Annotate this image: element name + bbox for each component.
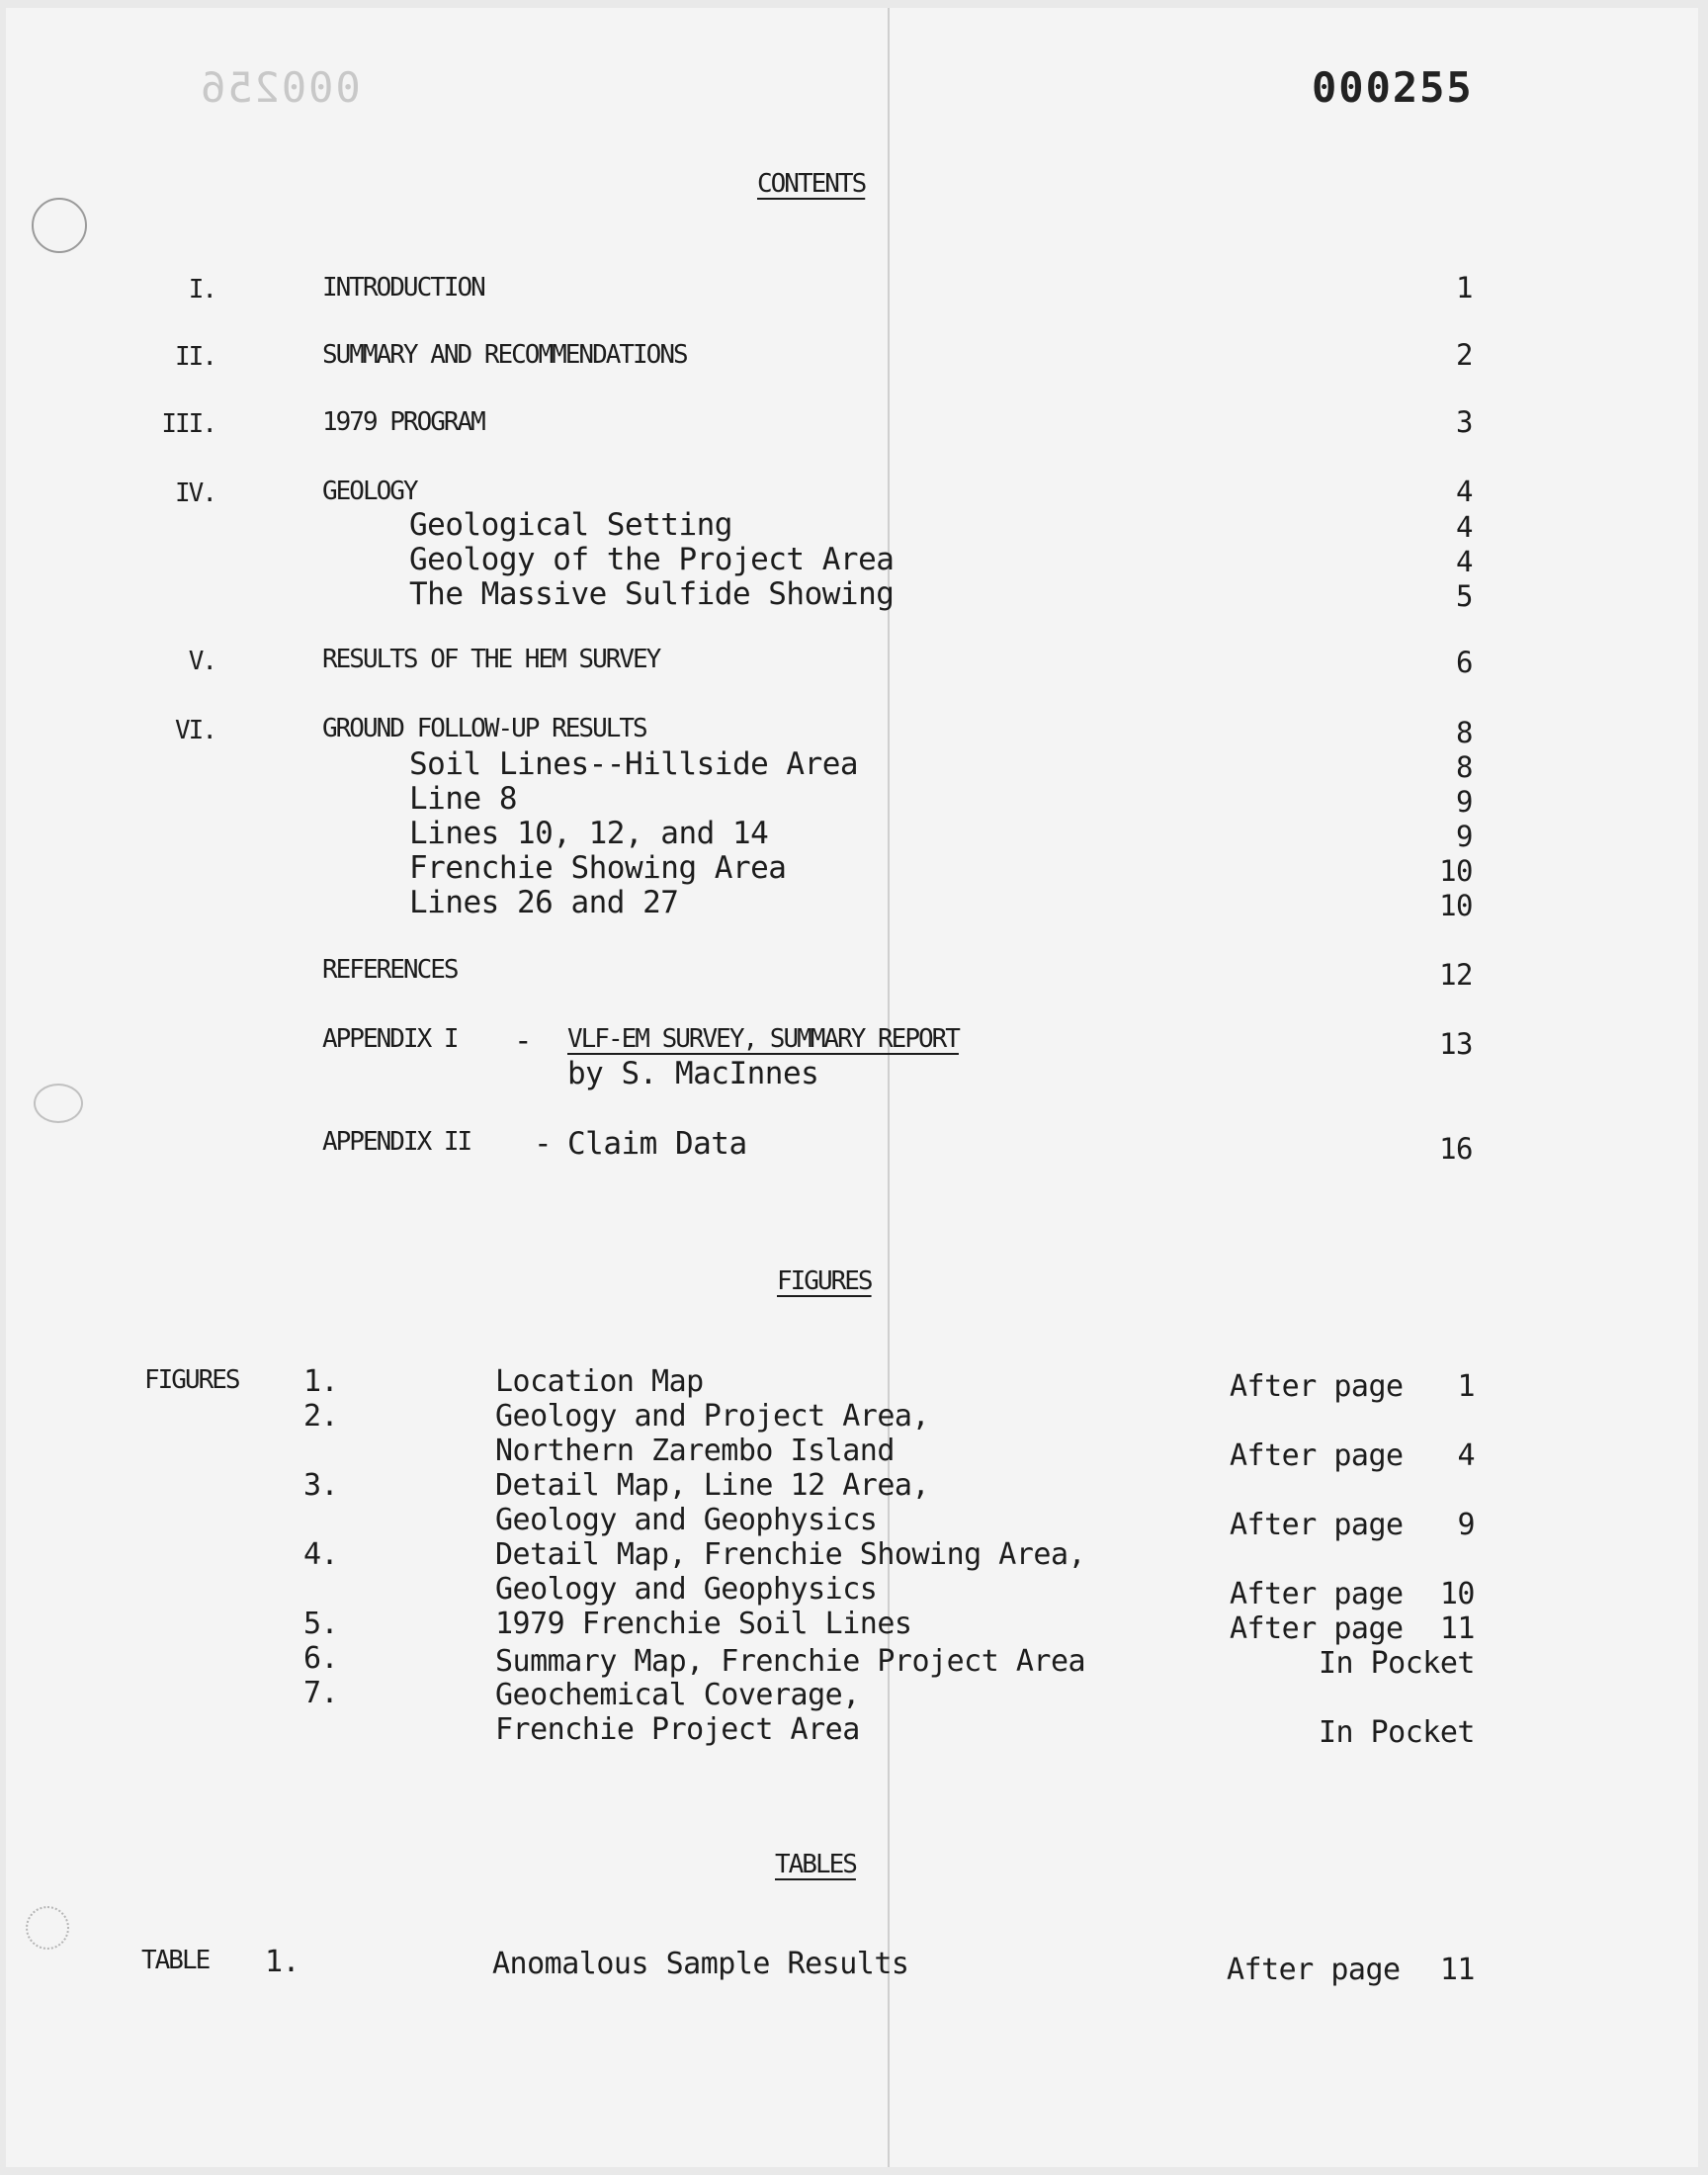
table-title: Anomalous Sample Results (492, 1947, 909, 1981)
section-numeral: II. (175, 342, 215, 372)
subsection-page: 8 (1456, 750, 1473, 784)
figure-location: After page (1230, 1369, 1404, 1404)
figure-title-continued: Frenchie Project Area (495, 1712, 860, 1747)
subsection-title: Lines 26 and 27 (409, 885, 679, 920)
figures-heading: FIGURES (777, 1266, 872, 1296)
figure-number: 3. (303, 1468, 339, 1503)
figure-page: 4 (1457, 1438, 1475, 1473)
section-title: 1979 PROGRAM (322, 407, 484, 437)
section-page: 8 (1456, 716, 1473, 749)
references-page: 12 (1439, 958, 1473, 992)
appendix-2-label: APPENDIX II (322, 1127, 471, 1157)
section-numeral: III. (161, 409, 215, 439)
section-page: 1 (1456, 271, 1473, 304)
figure-title-continued: Geology and Geophysics (495, 1572, 878, 1607)
figure-number: 5. (303, 1607, 339, 1641)
figure-title-continued: Northern Zarembo Island (495, 1434, 895, 1468)
table-number: 1. (265, 1945, 300, 1979)
subsection-page: 5 (1456, 579, 1473, 613)
figure-title: Detail Map, Line 12 Area, (495, 1468, 930, 1503)
subsection-title: Geological Setting (409, 507, 732, 543)
figure-page: 9 (1457, 1508, 1475, 1542)
figure-title: Summary Map, Frenchie Project Area (495, 1644, 1086, 1679)
table-page: 11 (1439, 1953, 1475, 1987)
section-page: 3 (1456, 405, 1473, 439)
section-title: RESULTS OF THE HEM SURVEY (322, 645, 660, 674)
subsection-title: Soil Lines--Hillside Area (409, 746, 859, 782)
section-numeral: V. (188, 647, 215, 676)
section-page: 6 (1456, 646, 1473, 679)
figure-page: 10 (1439, 1577, 1475, 1611)
figure-title: Geochemical Coverage, (495, 1678, 860, 1712)
appendix-2-title: Claim Data (567, 1126, 747, 1162)
subsection-page: 10 (1439, 854, 1473, 888)
page-fold-line (888, 8, 890, 2167)
punch-hole-top (32, 198, 87, 253)
subsection-page: 9 (1456, 820, 1473, 853)
figure-number: 2. (303, 1399, 339, 1434)
appendix-1-title: VLF-EM SURVEY, SUMMARY REPORT (567, 1024, 959, 1054)
table-location: After page (1227, 1953, 1401, 1987)
figure-title: 1979 Frenchie Soil Lines (495, 1607, 912, 1641)
document-page (6, 8, 1698, 2167)
subsection-title: Lines 10, 12, and 14 (409, 816, 769, 851)
section-title: SUMMARY AND RECOMMENDATIONS (322, 340, 687, 370)
figure-location: In Pocket (1318, 1715, 1475, 1750)
appendix-2-page: 16 (1439, 1132, 1473, 1166)
figure-title: Detail Map, Frenchie Showing Area, (495, 1537, 1086, 1572)
appendix-1-dash: - (514, 1023, 533, 1059)
figure-location: After page (1230, 1577, 1404, 1611)
subsection-title: The Massive Sulfide Showing (409, 576, 895, 612)
section-numeral: IV. (175, 478, 215, 508)
subsection-page: 10 (1439, 889, 1473, 922)
subsection-title: Frenchie Showing Area (409, 850, 787, 886)
figure-page: 1 (1457, 1369, 1475, 1404)
subsection-page: 4 (1456, 510, 1473, 544)
appendix-1-author: by S. MacInnes (567, 1056, 819, 1091)
section-page: 2 (1456, 338, 1473, 372)
section-title: GROUND FOLLOW-UP RESULTS (322, 714, 646, 743)
subsection-page: 4 (1456, 545, 1473, 578)
subsection-title: Geology of the Project Area (409, 542, 895, 577)
bleed-through-number: 000256 (199, 63, 361, 112)
section-numeral: I. (188, 275, 215, 304)
references-title: REFERENCES (322, 955, 458, 985)
tables-label: TABLE (141, 1946, 210, 1975)
section-page: 4 (1456, 475, 1473, 508)
figure-title: Location Map (495, 1364, 704, 1399)
figure-location: After page (1230, 1438, 1404, 1473)
figure-location: In Pocket (1318, 1646, 1475, 1681)
subsection-title: Line 8 (409, 781, 517, 817)
figure-title: Geology and Project Area, (495, 1399, 930, 1434)
figure-number: 6. (303, 1641, 339, 1676)
punch-hole-middle (34, 1084, 83, 1123)
figure-title-continued: Geology and Geophysics (495, 1503, 878, 1537)
appendix-1-page: 13 (1439, 1027, 1473, 1061)
figure-page: 11 (1439, 1611, 1475, 1646)
figures-label: FIGURES (144, 1365, 239, 1395)
figure-number: 7. (303, 1676, 339, 1710)
appendix-2-dash: - (534, 1126, 553, 1162)
section-title: GEOLOGY (322, 477, 417, 506)
figure-number: 1. (303, 1364, 339, 1399)
punch-hole-bottom (26, 1906, 69, 1950)
document-number: 000255 (1312, 63, 1474, 112)
contents-heading: CONTENTS (757, 169, 866, 199)
tables-heading: TABLES (775, 1850, 856, 1879)
section-title: INTRODUCTION (322, 273, 484, 303)
figure-location: After page (1230, 1611, 1404, 1646)
figure-number: 4. (303, 1537, 339, 1572)
appendix-1-label: APPENDIX I (322, 1024, 458, 1054)
section-numeral: VI. (175, 716, 215, 745)
figure-location: After page (1230, 1508, 1404, 1542)
subsection-page: 9 (1456, 785, 1473, 819)
